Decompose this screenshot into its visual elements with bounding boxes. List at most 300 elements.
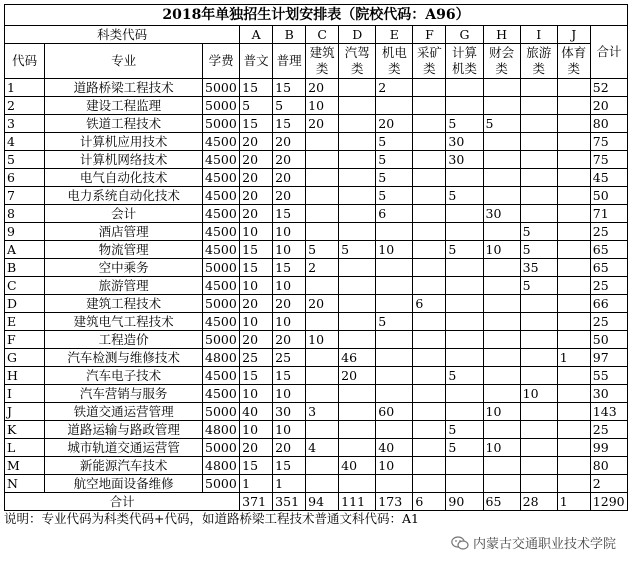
row-fee: 5000: [203, 295, 240, 313]
row-major: 旅游管理: [45, 277, 203, 295]
row-fee: 4500: [203, 169, 240, 187]
row-fee: 4500: [203, 313, 240, 331]
row-value: [483, 133, 520, 151]
row-value: 10: [376, 457, 413, 475]
row-value: [446, 349, 483, 367]
row-code: B: [5, 259, 45, 277]
row-value: 20: [240, 133, 273, 151]
row-value: 20: [273, 151, 306, 169]
row-major: 道路运输与路政管理: [45, 421, 203, 439]
table-row: [5, 205, 628, 223]
row-value: 30: [483, 205, 520, 223]
row-total: 2: [590, 475, 627, 493]
row-value: 20: [240, 169, 273, 187]
table-row: [5, 187, 628, 205]
row-code: 7: [5, 187, 45, 205]
row-value: [557, 241, 590, 259]
row-fee: 5000: [203, 403, 240, 421]
table-row: [5, 439, 628, 457]
row-value: [520, 457, 557, 475]
row-value: [557, 259, 590, 277]
row-value: [413, 421, 446, 439]
row-value: [306, 421, 339, 439]
row-code: E: [5, 313, 45, 331]
row-fee: 5000: [203, 439, 240, 457]
row-code: 1: [5, 79, 45, 97]
row-value: [339, 277, 376, 295]
row-major: 新能源汽车技术: [45, 457, 203, 475]
row-value: [446, 313, 483, 331]
table-note: 说明：专业代码为科类代码+代码，如道路桥梁工程技术普通文科代码：A1: [4, 511, 419, 526]
row-value: 20: [306, 79, 339, 97]
table-row: [5, 295, 628, 313]
row-value: 10: [240, 313, 273, 331]
row-value: [376, 421, 413, 439]
row-value: 2: [306, 259, 339, 277]
table-title: 2018年单独招生计划安排表（院校代码：A96）: [4, 4, 628, 25]
row-value: 5: [376, 187, 413, 205]
row-value: 15: [240, 79, 273, 97]
row-value: 20: [376, 115, 413, 133]
row-value: [520, 403, 557, 421]
row-value: 20: [240, 151, 273, 169]
row-value: 5: [339, 241, 376, 259]
row-value: [483, 385, 520, 403]
col-letter: G: [446, 26, 483, 44]
row-value: [339, 295, 376, 313]
row-value: [520, 475, 557, 493]
row-total: 25: [590, 223, 627, 241]
row-value: 40: [376, 439, 413, 457]
wechat-icon: [451, 536, 469, 550]
row-value: 20: [240, 187, 273, 205]
table-row: [5, 223, 628, 241]
row-value: [376, 277, 413, 295]
row-value: 10: [483, 439, 520, 457]
row-value: [520, 331, 557, 349]
row-fee: 4500: [203, 367, 240, 385]
row-total: 65: [590, 259, 627, 277]
row-value: [483, 349, 520, 367]
row-value: [446, 385, 483, 403]
col-name: 机电类: [376, 44, 413, 79]
row-fee: 4500: [203, 277, 240, 295]
row-value: [306, 277, 339, 295]
row-code: 3: [5, 115, 45, 133]
row-value: [339, 313, 376, 331]
col-letter: J: [557, 26, 590, 44]
row-value: 2: [376, 79, 413, 97]
col-name: 建筑类: [306, 44, 339, 79]
row-value: [483, 295, 520, 313]
row-value: [446, 223, 483, 241]
row-value: 30: [273, 403, 306, 421]
row-value: [483, 79, 520, 97]
row-total: 66: [590, 295, 627, 313]
row-value: 5: [376, 151, 413, 169]
table-row: [5, 403, 628, 421]
row-value: [520, 439, 557, 457]
row-code: F: [5, 331, 45, 349]
totals-cell: 6: [413, 493, 446, 511]
header-row-letters: [5, 26, 628, 44]
row-value: [520, 205, 557, 223]
row-major: 空中乘务: [45, 259, 203, 277]
row-value: [520, 133, 557, 151]
row-value: [413, 97, 446, 115]
row-value: 10: [240, 277, 273, 295]
row-value: 5: [376, 313, 413, 331]
row-value: 15: [240, 241, 273, 259]
row-major: 电力系统自动化技术: [45, 187, 203, 205]
category-code-label: 科类代码: [5, 26, 240, 44]
row-value: 25: [273, 349, 306, 367]
row-value: [520, 313, 557, 331]
row-value: 5: [446, 421, 483, 439]
row-value: [339, 421, 376, 439]
row-value: [376, 259, 413, 277]
row-value: [557, 205, 590, 223]
row-value: [520, 79, 557, 97]
row-fee: 4800: [203, 421, 240, 439]
row-total: 55: [590, 367, 627, 385]
row-value: [483, 97, 520, 115]
row-value: 10: [273, 223, 306, 241]
watermark: [451, 533, 616, 552]
row-value: [306, 151, 339, 169]
col-name: 汽驾类: [339, 44, 376, 79]
row-code: K: [5, 421, 45, 439]
col-letter: H: [483, 26, 520, 44]
col-letter: E: [376, 26, 413, 44]
row-value: 15: [240, 115, 273, 133]
row-major: 铁道工程技术: [45, 115, 203, 133]
row-value: 20: [273, 331, 306, 349]
row-value: 10: [306, 97, 339, 115]
row-fee: 4500: [203, 151, 240, 169]
row-value: [376, 475, 413, 493]
row-value: [306, 313, 339, 331]
col-letter: I: [520, 26, 557, 44]
row-value: 5: [520, 277, 557, 295]
row-value: [413, 385, 446, 403]
row-value: [339, 331, 376, 349]
row-value: [557, 115, 590, 133]
row-value: [413, 79, 446, 97]
row-total: 99: [590, 439, 627, 457]
totals-cell: 173: [376, 493, 413, 511]
row-fee: 4500: [203, 223, 240, 241]
totals-cell: 94: [306, 493, 339, 511]
col-name: 采矿类: [413, 44, 446, 79]
row-value: 1: [240, 475, 273, 493]
row-value: [339, 439, 376, 457]
row-value: [306, 169, 339, 187]
row-value: 20: [240, 331, 273, 349]
row-value: [413, 313, 446, 331]
row-value: [483, 457, 520, 475]
row-value: 40: [339, 457, 376, 475]
row-total: 75: [590, 151, 627, 169]
row-major: 汽车营销与服务: [45, 385, 203, 403]
row-value: 1: [273, 475, 306, 493]
row-value: 5: [376, 169, 413, 187]
row-value: 10: [240, 385, 273, 403]
col-name: 财会类: [483, 44, 520, 79]
row-value: [446, 403, 483, 421]
row-value: 20: [306, 295, 339, 313]
table-body: [5, 79, 628, 493]
row-major: 建设工程监理: [45, 97, 203, 115]
row-value: [557, 295, 590, 313]
row-major: 电气自动化技术: [45, 169, 203, 187]
col-letter: D: [339, 26, 376, 44]
row-value: 15: [273, 205, 306, 223]
col-letter: F: [413, 26, 446, 44]
row-code: D: [5, 295, 45, 313]
row-code: J: [5, 403, 45, 421]
row-value: 10: [273, 421, 306, 439]
table-row: [5, 133, 628, 151]
row-major: 道路桥梁工程技术: [45, 79, 203, 97]
row-value: 10: [273, 385, 306, 403]
row-fee: 5000: [203, 115, 240, 133]
row-value: [557, 421, 590, 439]
row-fee: 5000: [203, 475, 240, 493]
row-code: I: [5, 385, 45, 403]
row-value: 30: [446, 133, 483, 151]
table-row: [5, 151, 628, 169]
table-row: [5, 259, 628, 277]
row-value: [413, 187, 446, 205]
col-name: 普文: [240, 44, 273, 79]
totals-cell: 65: [483, 493, 520, 511]
row-value: 6: [376, 205, 413, 223]
row-fee: 5000: [203, 79, 240, 97]
row-fee: 5000: [203, 331, 240, 349]
row-value: [413, 169, 446, 187]
row-value: 15: [273, 259, 306, 277]
col-name: 体育类: [557, 44, 590, 79]
totals-cell: 1: [557, 493, 590, 511]
row-value: 10: [273, 241, 306, 259]
row-value: [339, 475, 376, 493]
row-value: [376, 223, 413, 241]
table-row: [5, 277, 628, 295]
row-code: 4: [5, 133, 45, 151]
row-value: 15: [273, 367, 306, 385]
row-value: [446, 259, 483, 277]
row-value: 5: [483, 115, 520, 133]
col-name: 普理: [273, 44, 306, 79]
row-value: [376, 349, 413, 367]
row-total: 25: [590, 421, 627, 439]
row-fee: 4500: [203, 205, 240, 223]
row-major: 会计: [45, 205, 203, 223]
table-row: [5, 349, 628, 367]
totals-cell: 28: [520, 493, 557, 511]
row-value: [446, 457, 483, 475]
row-value: [483, 475, 520, 493]
watermark-text: 内蒙古交通职业技术学院: [472, 537, 616, 552]
row-value: [557, 133, 590, 151]
row-value: [306, 349, 339, 367]
row-value: 10: [273, 313, 306, 331]
row-value: [413, 277, 446, 295]
row-value: [339, 79, 376, 97]
row-value: [557, 151, 590, 169]
row-total: 71: [590, 205, 627, 223]
row-value: 10: [376, 241, 413, 259]
row-total: 52: [590, 79, 627, 97]
row-value: [376, 331, 413, 349]
header-major: 专业: [45, 44, 203, 79]
row-total: 143: [590, 403, 627, 421]
row-value: [483, 367, 520, 385]
totals-label: 合计: [5, 493, 240, 511]
row-major: 建筑电气工程技术: [45, 313, 203, 331]
row-value: [520, 151, 557, 169]
table-row: [5, 475, 628, 493]
table-row: [5, 313, 628, 331]
row-value: [339, 115, 376, 133]
row-code: 9: [5, 223, 45, 241]
row-value: [483, 187, 520, 205]
row-major: 城市轨道交通运营管: [45, 439, 203, 457]
row-value: [339, 223, 376, 241]
row-value: [339, 187, 376, 205]
row-value: [413, 403, 446, 421]
totals-cell: 371: [240, 493, 273, 511]
row-value: 15: [240, 457, 273, 475]
row-value: [557, 367, 590, 385]
row-value: 5: [446, 367, 483, 385]
row-value: [520, 349, 557, 367]
row-value: [557, 331, 590, 349]
row-value: [376, 385, 413, 403]
row-value: [306, 205, 339, 223]
row-value: [306, 457, 339, 475]
row-total: 20: [590, 97, 627, 115]
row-value: [520, 97, 557, 115]
row-value: [413, 115, 446, 133]
row-value: [413, 223, 446, 241]
col-name: 计算机类: [446, 44, 483, 79]
row-value: [413, 205, 446, 223]
row-major: 酒店管理: [45, 223, 203, 241]
row-code: 2: [5, 97, 45, 115]
row-fee: 4800: [203, 457, 240, 475]
row-value: 46: [339, 349, 376, 367]
row-value: [339, 97, 376, 115]
plan-table-container: [4, 4, 628, 511]
row-value: [557, 403, 590, 421]
totals-cell: 351: [273, 493, 306, 511]
row-major: 计算机应用技术: [45, 133, 203, 151]
row-value: [446, 295, 483, 313]
row-value: 3: [306, 403, 339, 421]
row-fee: 4800: [203, 349, 240, 367]
row-value: 5: [273, 97, 306, 115]
row-total: 25: [590, 313, 627, 331]
row-value: 4: [306, 439, 339, 457]
row-value: [520, 295, 557, 313]
row-code: 6: [5, 169, 45, 187]
row-value: [483, 421, 520, 439]
row-value: [483, 331, 520, 349]
row-value: [557, 169, 590, 187]
row-code: G: [5, 349, 45, 367]
row-value: [413, 349, 446, 367]
row-value: 60: [376, 403, 413, 421]
row-major: 计算机网络技术: [45, 151, 203, 169]
row-code: H: [5, 367, 45, 385]
row-value: [306, 367, 339, 385]
totals-cell: 90: [446, 493, 483, 511]
row-major: 物流管理: [45, 241, 203, 259]
row-code: M: [5, 457, 45, 475]
table-row: [5, 331, 628, 349]
row-value: 10: [240, 421, 273, 439]
row-value: [557, 277, 590, 295]
row-fee: 4500: [203, 187, 240, 205]
row-code: A: [5, 241, 45, 259]
header-code: 代码: [5, 44, 45, 79]
row-value: 25: [240, 349, 273, 367]
row-total: 75: [590, 133, 627, 151]
row-value: [306, 187, 339, 205]
row-value: [446, 277, 483, 295]
row-code: L: [5, 439, 45, 457]
row-value: 15: [240, 259, 273, 277]
row-value: 20: [273, 439, 306, 457]
row-code: C: [5, 277, 45, 295]
row-value: [483, 277, 520, 295]
row-value: 6: [413, 295, 446, 313]
row-value: 10: [520, 385, 557, 403]
row-total: 65: [590, 241, 627, 259]
row-value: [306, 385, 339, 403]
row-value: 5: [520, 223, 557, 241]
row-value: [339, 205, 376, 223]
row-value: [306, 223, 339, 241]
row-value: [446, 97, 483, 115]
row-value: 5: [446, 241, 483, 259]
row-total: 50: [590, 331, 627, 349]
row-value: [557, 79, 590, 97]
row-code: 8: [5, 205, 45, 223]
row-value: 40: [240, 403, 273, 421]
row-total: 80: [590, 457, 627, 475]
totals-row: [5, 493, 628, 511]
table-row: [5, 385, 628, 403]
row-fee: 4500: [203, 385, 240, 403]
header-total: 合计: [590, 26, 627, 79]
row-value: 5: [376, 133, 413, 151]
row-value: [557, 223, 590, 241]
row-value: 20: [240, 295, 273, 313]
row-value: 20: [240, 439, 273, 457]
row-value: 5: [520, 241, 557, 259]
row-value: [520, 367, 557, 385]
table-row: [5, 241, 628, 259]
row-major: 铁道交通运营管理: [45, 403, 203, 421]
table-row: [5, 367, 628, 385]
row-value: [520, 169, 557, 187]
row-value: [413, 331, 446, 349]
row-value: 20: [306, 115, 339, 133]
row-value: 15: [273, 115, 306, 133]
